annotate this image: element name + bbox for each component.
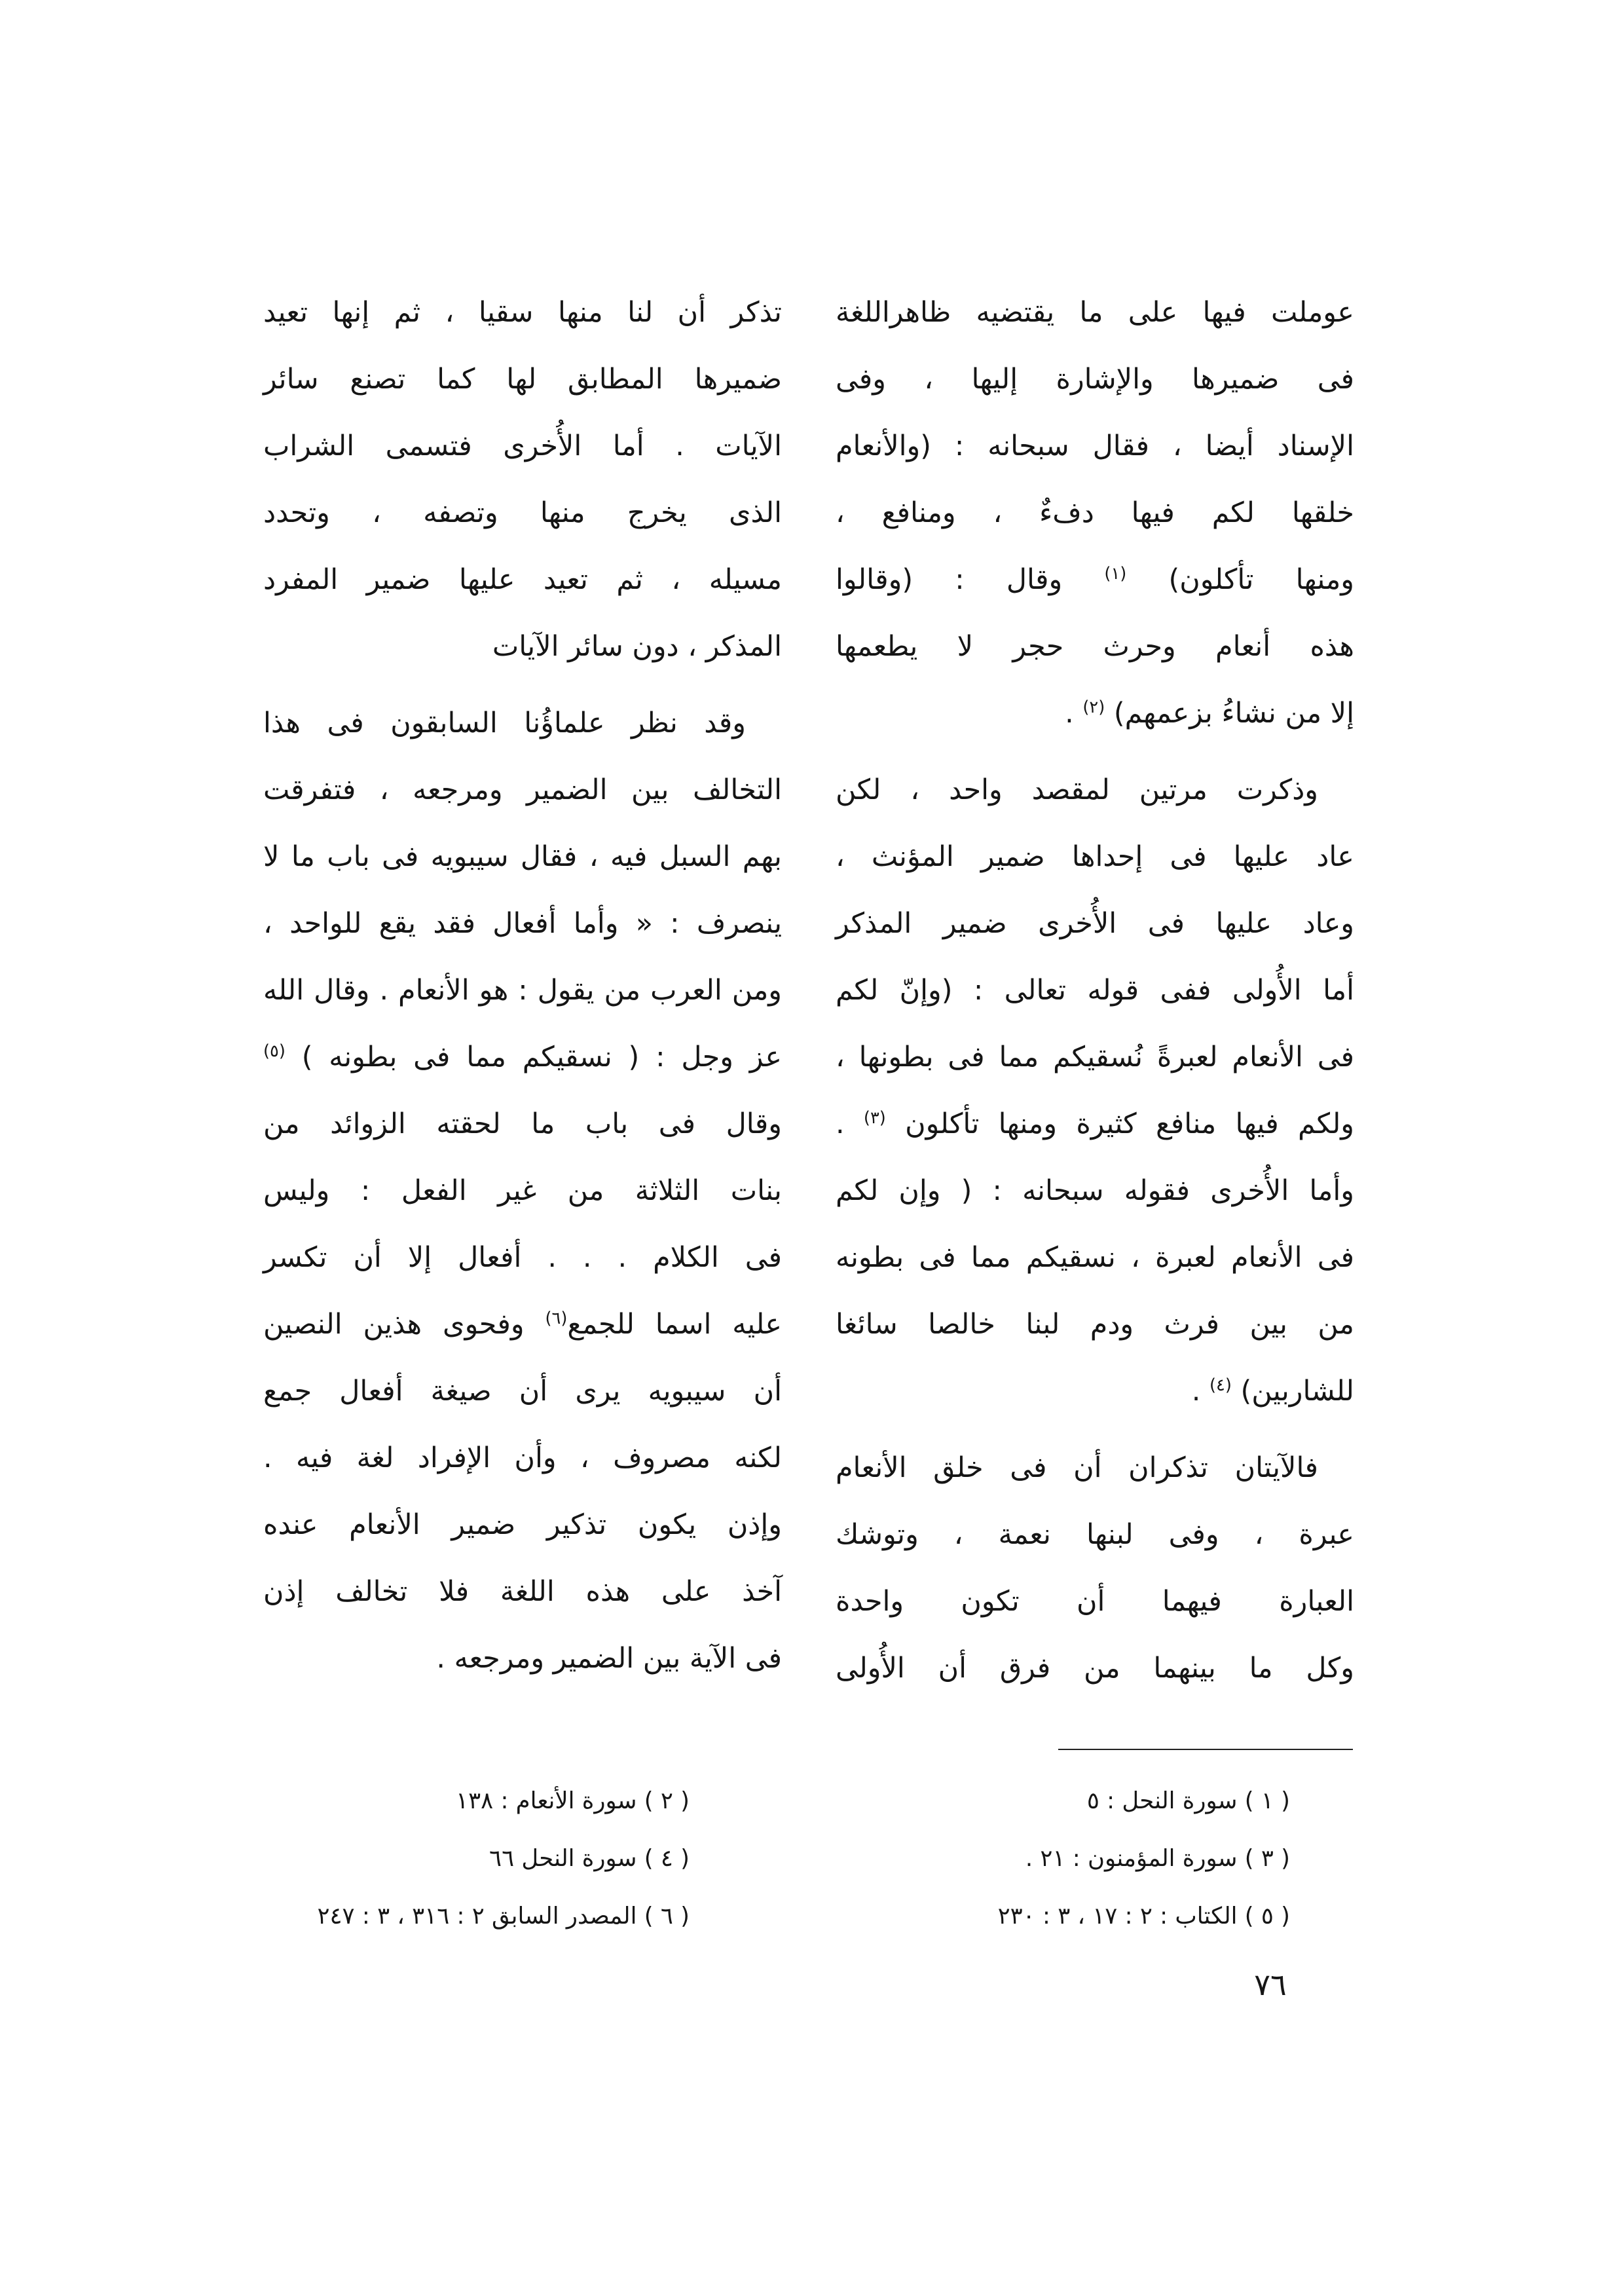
text-line: الذى يخرج منها وتصفه ، وتحدد [263, 496, 782, 529]
text-line: الآيات . أما الأُخرى فتسمى الشراب [263, 430, 782, 462]
text-line: وقال فى باب ما لحقته الزوائد من [263, 1108, 782, 1140]
paragraph-first-line: وقد نظر علماؤُنا السابقون فى هذا [263, 707, 746, 739]
text-line: وإذن يكون تذكير ضمير الأنعام عنده [263, 1508, 782, 1541]
text-segment: . [1065, 697, 1083, 730]
footnote: ( ٢ ) سورة الأنعام : ١٣٨ [456, 1787, 690, 1814]
paragraph-last-line [836, 680, 1354, 747]
text-line: آخذ على هذه اللغة فلا تخالف إذن [263, 1575, 782, 1608]
text-line [836, 1091, 1354, 1157]
text-line: أن سيبويه يرى أن صيغة أفعال جمع [263, 1375, 782, 1408]
footnote-marker: (٦) [545, 1308, 568, 1328]
text-line: لكنه مصروف ، وأن الإفراد لغة فيه . [263, 1442, 782, 1474]
footnote: ( ٦ ) المصدر السابق ٢ : ٣١٦ ، ٣ : ٢٤٧ [317, 1903, 690, 1930]
text-segment: . [836, 1108, 864, 1140]
text-line [263, 1024, 782, 1091]
footnote-marker: (٢) [1082, 697, 1105, 717]
text-segment: وفحوى هذين النصين [263, 1308, 545, 1341]
paragraph-last-line: فى الآية بين الضمير ومرجعه . [436, 1642, 782, 1675]
text-line: فى الأنعام لعبرةً نُسقيكم مما فى بطونها ، [836, 1041, 1354, 1073]
footnotes-right [836, 1772, 1290, 1945]
footnote: ( ٣ ) سورة المؤمنون : ٢١ . [1025, 1845, 1290, 1872]
text-line: ومن العرب من يقول : هو الأنعام . وقال الله [263, 974, 782, 1007]
footnote-marker: (٤) [1209, 1375, 1232, 1395]
text-segment: ومنها تأكلون) [1126, 563, 1354, 596]
paragraph-first-line: فالآيتان تذكران أن فى خلق الأنعام [836, 1451, 1318, 1484]
text-line: عبرة ، وفى لبنها نعمة ، وتوشك [836, 1518, 1354, 1551]
text-line: تذكر أن لنا منها سقيا ، ثم إنها تعيد [263, 296, 782, 329]
text-line: فى الكلام . . . أفعال إلا أن تكسر [263, 1241, 782, 1274]
text-line: وكل ما بينهما من فرق أن الأُولى [836, 1652, 1354, 1685]
text-segment: ولكم فيها منافع كثيرة ومنها تأكلون [885, 1108, 1354, 1140]
footnote: ( ١ ) سورة النحل : ٥ [1086, 1787, 1290, 1814]
footnote: ( ٤ ) سورة النحل ٦٦ [489, 1845, 690, 1872]
footnote: ( ٥ ) الكتاب : ٢ : ١٧ ، ٣ : ٢٣٠ [997, 1903, 1290, 1930]
text-line: خلقها لكم فيها دفءٌ ، ومنافع ، [836, 496, 1354, 529]
paragraph-last-line: المذكر ، دون سائر الآيات [492, 630, 782, 663]
text-line: الإسناد أيضا ، فقال سبحانه : (والأنعام [836, 430, 1354, 462]
text-line: أما الأُولى ففى قوله تعالى : (وإنّ لكم [836, 974, 1354, 1007]
footnote-marker: (٥) [263, 1041, 286, 1061]
text-segment: للشاربين) [1231, 1375, 1354, 1408]
left-column [263, 279, 782, 1692]
text-line: عوملت فيها على ما يقتضيه ظاهراللغة [836, 296, 1354, 329]
text-segment: عليه اسما للجمع [567, 1308, 782, 1341]
text-line: مسيله ، ثم تعيد عليها ضمير المفرد [263, 563, 782, 596]
text-line: فى ضميرها والإشارة إليها ، وفى [836, 363, 1354, 396]
text-line: التخالف بين الضمير ومرجعه ، فتفرقت [263, 774, 782, 806]
footnotes-left [242, 1772, 690, 1945]
text-line [836, 546, 1354, 613]
footnote-marker: (٣) [863, 1108, 886, 1128]
text-segment: إلا من نشاءُ بزعمهم) [1105, 697, 1354, 730]
paragraph-first-line: وذكرت مرتين لمقصد واحد ، لكن [836, 774, 1318, 806]
text-segment: . [1191, 1375, 1209, 1408]
page-number: ٧٦ [1254, 1967, 1287, 2002]
text-line: عاد عليها فى إحداها ضمير المؤنث ، [836, 840, 1354, 873]
text-line: فى الأنعام لعبرة ، نسقيكم مما فى بطونه [836, 1241, 1354, 1274]
text-line: العبارة فيهما أن تكون واحدة [836, 1585, 1354, 1618]
text-line: وعاد عليها فى الأُخرى ضمير المذكر [836, 907, 1354, 940]
text-line: من بين فرث ودم لبنا خالصا سائغا [836, 1308, 1354, 1341]
right-column [836, 279, 1354, 1702]
text-segment: عز وجل : ( نسقيكم مما فى بطونه ) [285, 1041, 782, 1073]
text-line [263, 1291, 782, 1358]
footnote-separator [1058, 1749, 1353, 1750]
footnote-marker: (١) [1104, 563, 1127, 584]
text-line: هذه أنعام وحرث حجر لا يطعمها [836, 630, 1354, 663]
text-line: بهم السبل فيه ، فقال سيبويه فى باب ما لا [263, 840, 782, 873]
text-line: بنات الثلاثة من غير الفعل : وليس [263, 1174, 782, 1207]
text-line: ينصرف : « وأما أفعال فقد يقع للواحد ، [263, 907, 782, 940]
paragraph-last-line [836, 1358, 1354, 1425]
text-segment: وقال : (وقالوا [836, 563, 1105, 596]
text-line: وأما الأُخرى فقوله سبحانه : ( وإن لكم [836, 1174, 1354, 1207]
text-line: ضميرها المطابق لها كما تصنع سائر [263, 363, 782, 396]
